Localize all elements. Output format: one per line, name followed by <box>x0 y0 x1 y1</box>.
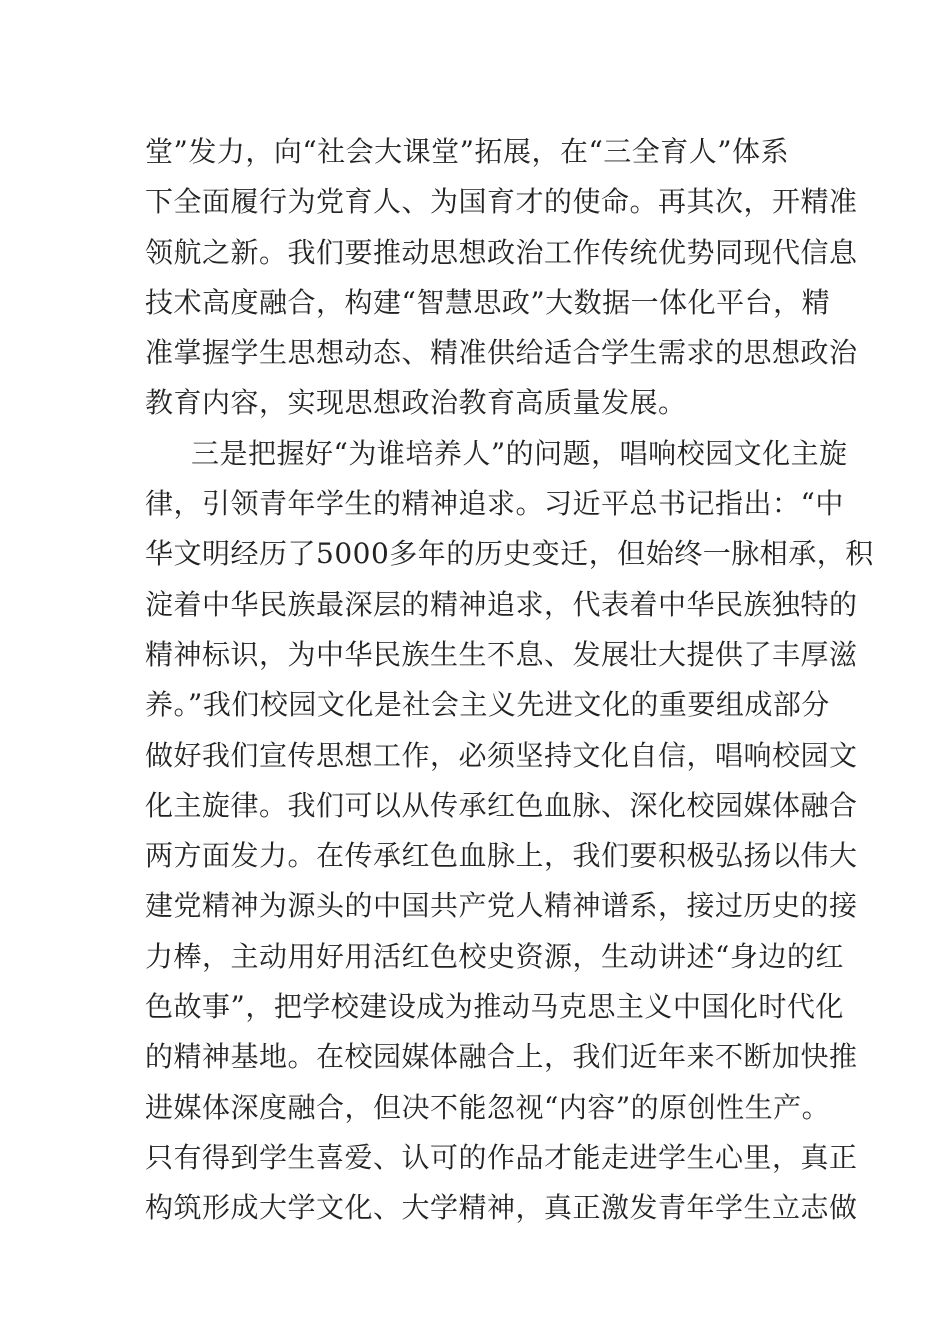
text-line: 养。”我们校园文化是社会主义先进文化的重要组成部分 <box>145 688 830 722</box>
text-line: 化主旋律。我们可以从传承红色血脉、深化校园媒体融合 <box>145 788 858 822</box>
text-line: 淀着中华民族最深层的精神追求，代表着中华民族独特的 <box>145 587 858 621</box>
text-line: 准掌握学生思想动态、精准供给适合学生需求的思想政治 <box>145 336 858 370</box>
text-line: 精神标识，为中华民族生生不息、发展壮大提供了丰厚滋 <box>145 637 858 671</box>
body-text <box>145 127 874 1234</box>
text-line: 进媒体深度融合，但决不能忽视“内容”的原创性生产。 <box>145 1090 831 1124</box>
text-line: 两方面发力。在传承红色血脉上，我们要积极弘扬以伟大 <box>145 839 858 873</box>
text-line: 律，引领青年学生的精神追求。习近平总书记指出：“中 <box>145 487 844 521</box>
text-line: 教育内容，实现思想政治教育高质量发展。 <box>145 386 687 420</box>
text-line: 技术高度融合，构建“智慧思政”大数据一体化平台，精 <box>145 285 831 319</box>
text-line: 只有得到学生喜爱、认可的作品才能走进学生心里，真正 <box>145 1140 858 1174</box>
paragraph-start-line: 三是把握好“为谁培养人”的问题，唱响校园文化主旋 <box>191 436 848 470</box>
text-line: 力棒，主动用好用活红色校史资源，生动讲述“身边的红 <box>145 939 844 973</box>
text-line: 色故事”，把学校建设成为推动马克思主义中国化时代化 <box>145 990 844 1024</box>
text-line: 华文明经历了5000多年的历史变迁，但始终一脉相承，积 <box>145 537 874 571</box>
text-line: 构筑形成大学文化、大学精神，真正激发青年学生立志做 <box>145 1191 858 1225</box>
text-line: 领航之新。我们要推动思想政治工作传统优势同现代信息 <box>145 235 858 269</box>
text-line: 堂”发力，向“社会大课堂”拓展，在“三全育人”体系 <box>145 135 790 168</box>
text-line: 的精神基地。在校园媒体融合上，我们近年来不断加快推 <box>145 1040 858 1074</box>
text-line: 做好我们宣传思想工作，必须坚持文化自信，唱响校园文 <box>145 738 858 772</box>
text-line: 下全面履行为党育人、为国育才的使命。再其次，开精准 <box>145 185 858 219</box>
text-line: 建党精神为源头的中国共产党人精神谱系，接过历史的接 <box>145 889 858 923</box>
